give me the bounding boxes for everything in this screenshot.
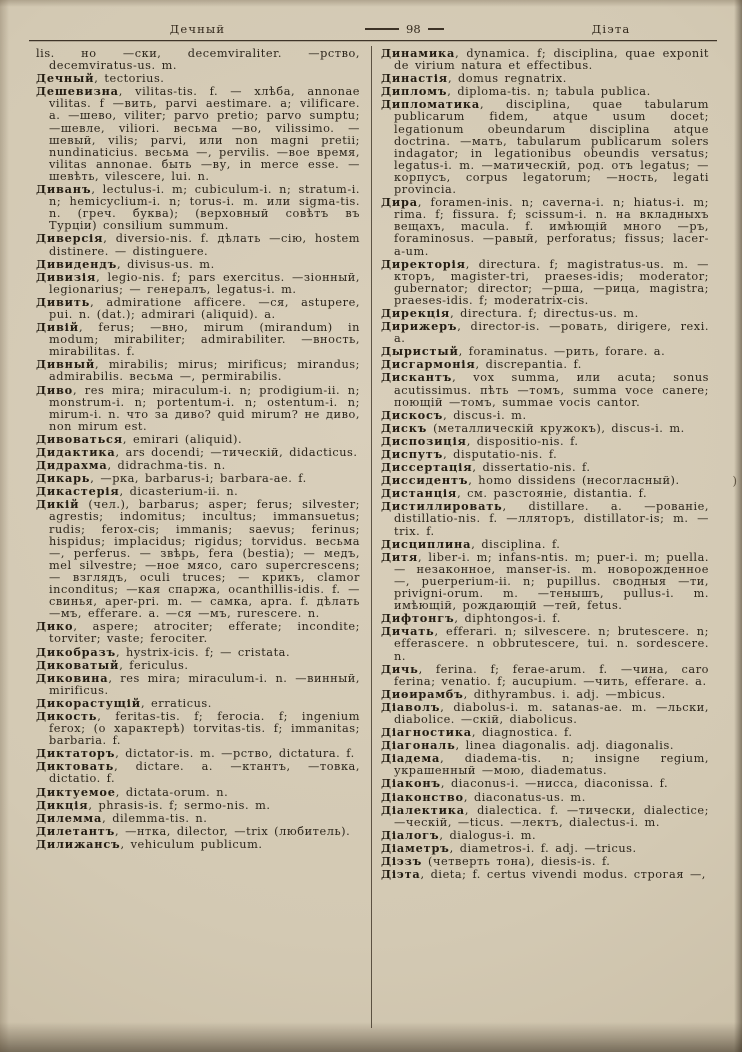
headword: Директорія	[381, 256, 466, 271]
headword: Дипломъ	[381, 84, 448, 99]
headword: Дирижеръ	[381, 319, 458, 334]
entry-text: , diametros-i. f. adj. —tricus.	[449, 841, 637, 855]
headword: Дичать	[381, 624, 435, 639]
entry-text: , feritas-tis. f; ferocia. f; ingenium ferox; (о характерѣ) torvitas-tis. f; immanitas; barbaria. f.	[49, 709, 360, 748]
dictionary-entry	[36, 183, 360, 232]
entry-text: , ferus; —вно, mirum (mirandum) in modum; mirabiliter; admirabiliter. —вность, mirabilitas. f.	[49, 321, 360, 359]
dictionary-entry	[381, 371, 709, 408]
headword: Дитя	[381, 549, 418, 564]
dictionary-entry	[36, 47, 360, 72]
entry-text: , foramen-inis. n; caverna-i. n; hiatus-i. m; rima. f; fissura. f; scissum-i. n. на вкладныхъ вещахъ, macula. f. имѣющій много —ръ, foraminosus. —равый, perforatus; fissus; lacer-a-um.	[394, 196, 709, 258]
entry-text: , res mira; miraculum-i. n. —винный, mirificus.	[49, 671, 360, 697]
page-number-dash-right	[428, 28, 444, 30]
headword: Діадема	[381, 751, 441, 766]
entry-text: , dilemma-tis. n.	[102, 811, 208, 825]
left-column	[36, 47, 360, 1035]
page-number: 98	[406, 22, 421, 36]
entry-text: , diabolus-i. m. satanas-ae. m. —льски, diabolice. —скій, diabolicus.	[394, 700, 709, 726]
entry-text: , phrasis-is. f; sermo-nis. m.	[88, 798, 271, 812]
entry-text: , res mira; miraculum-i. n; prodigium-ii. n; monstrum-i. n; portentum-i. n; ostentum-i. n; mirum-i. n. что за диво? quid mirum? не диво, non mirum est.	[49, 383, 360, 433]
headword: Дивить	[36, 294, 91, 309]
dictionary-entry	[36, 672, 360, 697]
entry-text: , dithyrambus. i. adj. —mbicus.	[463, 687, 666, 701]
headword: Дикорастущій	[36, 695, 141, 710]
headword: Дидактика	[36, 445, 116, 459]
entry-text: , discus-i. m.	[443, 408, 527, 422]
dictionary-entry	[36, 760, 360, 785]
entry-text: , vehiculum publicum.	[120, 837, 263, 851]
dictionary-entry	[36, 620, 360, 645]
headword: Диктуемое	[36, 784, 116, 799]
entry-text: (четверть тона), diesis-is. f.	[422, 855, 611, 868]
headword: Дискъ	[381, 420, 428, 435]
dictionary-entry	[36, 85, 360, 183]
headword: Дискосъ	[381, 407, 444, 422]
dictionary-entry	[36, 710, 360, 747]
headword: Діалектика	[381, 802, 465, 817]
entry-text: , linea diagonalis. adj. diagonalis.	[455, 739, 674, 753]
headword: Дифтонгъ	[381, 611, 455, 626]
entry-text: , efferari. n; silvescere. n; brutescere. n; efferascere. n obbrutescere, tui. n. sordescere. n.	[394, 625, 709, 663]
entry-text: (металлическій кружокъ), discus-i. m.	[427, 421, 685, 435]
entry-text: , diploma-tis. n; tabula publica.	[447, 85, 651, 99]
entry-text: , mirabilis; mirus; mirificus; mirandus; admirabilis. весьма —, permirabilis.	[49, 358, 360, 384]
entry-text: , distillare. a. —рованіе, distillatio-nis. f. —лляторъ, distillator-is; m. —trix. f.	[394, 500, 709, 538]
dictionary-entry	[381, 842, 709, 855]
entry-text: , dialogus-i. m.	[439, 828, 537, 842]
dictionary-entry	[36, 296, 360, 321]
dictionary-entry	[36, 384, 360, 433]
page-header	[30, 21, 716, 37]
dictionary-entry	[381, 98, 709, 196]
dictionary-entry	[381, 663, 709, 688]
entry-text: , homo dissidens (несогласный).	[468, 474, 680, 488]
headword: Дидрахма	[36, 458, 108, 473]
entry-text: , dicasterium-ii. n.	[119, 485, 239, 499]
headword: Дивный	[36, 357, 96, 372]
dictionary-entry	[381, 538, 709, 551]
headword: Диспутъ	[381, 447, 444, 461]
entry-text: lis. но —ски, decemviraliter. —рство, decemviratus-us. m.	[36, 47, 360, 73]
entry-text: , vilitas-tis. f. — хлѣба, annonae vilitas. f —вить, parvi aestimare. a; vilificare. a. —шево, viliter; parvo pretio; parvo sumptu; —шевле, viliori. весьма —во, vilissimo. —шевый, vilis; parvi, или non magni pretii; nundinaticius. весьма —, pervilis. —вое время, vilitas annonae. быть —ву, in merce esse. —шевѣть, vilescere, lui. n.	[49, 85, 360, 183]
headword: Диссертація	[381, 460, 473, 475]
headword: Дико	[36, 619, 74, 634]
dictionary-entry	[381, 701, 709, 726]
entry-text: , foraminatus. —рить, forare. a.	[458, 345, 666, 359]
scan-artifact-mark: )	[732, 474, 737, 488]
entry-text: , dieta; f. certus vivendi modus. строгая —,	[420, 868, 706, 882]
headword: Дивизія	[36, 269, 97, 284]
entry-text: , dictare. a. —ктантъ, —товка, dictatio. f.	[49, 760, 360, 786]
dictionary-entry	[36, 271, 360, 296]
entry-text: , см. разстояніе, distantia. f.	[457, 487, 648, 501]
headword: Диковина	[36, 670, 109, 685]
entry-text: , dispositio-nis. f.	[466, 434, 579, 448]
entry-text: , diaconatus-us. m.	[463, 790, 586, 804]
headword: Дискантъ	[381, 370, 453, 385]
dictionary-entry	[381, 551, 709, 612]
entry-text: , disputatio-nis. f.	[443, 448, 558, 461]
headword: Діагностика	[381, 725, 472, 740]
entry-text: , dictata-orum. n.	[115, 785, 229, 799]
entry-text: , aspere; atrociter; efferate; incondite; torviter; vaste; ferociter.	[49, 620, 360, 646]
dictionary-entry	[381, 409, 709, 422]
dictionary-entry	[381, 258, 709, 307]
headword: Діагональ	[381, 738, 456, 753]
entry-text: , —рка, barbarus-i; barbara-ae. f.	[90, 472, 307, 486]
headword: Діаконъ	[381, 776, 441, 791]
headword: Діаконство	[381, 789, 464, 804]
right-column	[381, 47, 709, 1035]
entry-text: , ars docendi; —тическій, didacticus.	[115, 446, 358, 459]
dictionary-entry	[36, 485, 360, 498]
page-number-block	[365, 22, 444, 36]
headword: Дивій	[36, 320, 79, 335]
dictionary-entry	[36, 232, 360, 257]
headword: Діаволъ	[381, 699, 441, 714]
headword: Диктовать	[36, 759, 115, 774]
entry-text: , directura. f; directus-us. m.	[450, 306, 639, 320]
headword: Диѳирамбъ	[381, 686, 464, 701]
headword: Дыристый	[381, 344, 459, 359]
dictionary-entry	[36, 358, 360, 383]
headword: Дира	[381, 195, 418, 210]
entry-text: , directura. f; magistratus-us. m. —кторъ, magister-tri, praeses-idis; moderator; gubernator; director; —рша, —рица, magistra; praeses-idis. f; moderatrix-cis.	[394, 257, 709, 307]
headword: Діэзъ	[381, 854, 423, 868]
entry-text: , didrachma-tis. n.	[107, 459, 226, 473]
headword: Дилемма	[36, 810, 103, 825]
dictionary-entry	[381, 868, 709, 881]
dictionary-entry	[381, 752, 709, 777]
headword: Диванъ	[36, 182, 92, 197]
headword: Дистанція	[381, 486, 458, 501]
column-divider	[371, 46, 372, 1028]
headword: Діэта	[381, 867, 421, 882]
headword: Дешевизна	[36, 84, 119, 99]
entry-text: , disciplina, quae tabularum publicarum fidem, atque usum docet; legationum obeundarum disciplina atque doctrina. —матъ, tabularum publicarum solers indagator; in legationibus obeundis versatus; legatus-i. m. —матическій, род. отъ legatus; — корпусъ, corpus legatorum; —ность, legati provincia.	[394, 98, 709, 197]
entry-text: , diaconus-i. —нисса, diaconissa. f.	[440, 777, 669, 791]
headword: Діалогъ	[381, 827, 440, 842]
headword: Диктаторъ	[36, 746, 116, 761]
dictionary-entry	[36, 498, 360, 620]
entry-text: , legio-nis. f; pars exercitus. —зіонный, legionarius; — генералъ, legatus-i. m.	[49, 270, 360, 296]
dictionary-entry	[381, 804, 709, 829]
headword: Дилижансъ	[36, 836, 121, 851]
entry-text: , lectulus-i. m; cubiculum-i. n; stratum-i. n; hemicyclium-i. n; torus-i. m. или sigma-tis. n. (греч. буква); (верховный совѣтъ въ Турціи) consilium summum.	[49, 183, 360, 233]
entry-text: , vox summa, или acuta; sonus acutissimus. пѣть —томъ, summa voce canere; поющій —томъ, summae vocis cantor.	[394, 371, 709, 409]
entry-text: , dissertatio-nis. f.	[472, 461, 591, 475]
entry-text: , dialectica. f. —тически, dialectice; —ческій, —ticus. —лектъ, dialectus-i. m.	[394, 803, 709, 829]
headword: Дикобразъ	[36, 644, 116, 659]
headword: Диверсія	[36, 231, 104, 246]
page-number-dash-left	[365, 28, 399, 30]
headword: Дикость	[36, 708, 98, 723]
dictionary-entry	[36, 838, 360, 851]
entry-text: , divisus-us. m.	[117, 257, 215, 271]
headword: Дечный	[36, 71, 95, 86]
dictionary-entry	[381, 625, 709, 662]
headword: Дикій	[36, 497, 80, 512]
headword: Диссидентъ	[381, 473, 469, 488]
headword: Дикарь	[36, 471, 91, 486]
entry-text: , domus regnatrix.	[447, 72, 567, 86]
headword: Дивидендъ	[36, 256, 118, 271]
entry-text: , disciplina. f.	[471, 537, 561, 551]
entry-text: , emirari (aliquid).	[122, 432, 243, 446]
entry-text: , —нтка, dilector, —trix (любитель).	[115, 824, 351, 838]
headword: Династія	[381, 71, 448, 86]
headword: Диво	[36, 382, 74, 397]
headword: Діаметръ	[381, 840, 450, 855]
guide-word-right: Діэта	[591, 22, 631, 36]
dictionary-entry	[36, 321, 360, 358]
entry-text: , diadema-tis. n; insigne regium, украшенный —мою, diadematus.	[394, 752, 709, 778]
header-rule	[29, 40, 717, 41]
entry-text: , admiratione afficere. —ся, astupere, pui. n. (dat.); admirari (aliquid). a.	[49, 295, 360, 321]
entry-text: , director-is. —ровать, dirigere, rexi. a.	[394, 320, 709, 346]
entry-text: , diversio-nis. f. дѣлать —сію, hostem distinere. — distinguere.	[49, 232, 360, 258]
headword: Дисциплина	[381, 536, 472, 551]
headword: Дикція	[36, 797, 89, 812]
headword: Дивоваться	[36, 431, 123, 446]
headword: Диковатый	[36, 657, 120, 672]
headword: Динамика	[381, 47, 456, 60]
guide-word-left: Дечный	[169, 22, 226, 36]
entry-text: (чел.), barbarus; asper; ferus; silvester; agrestis; indomitus; incultus; immansuetus; rudis; ferox-cis; immanis; saevus; ferinus; hispidus; implacidus; rigidus; torvidus. весьма —, perferus. — звѣрь, fera (bestia); — медъ, mel silvestre; —ное мясо, caro supercrescens; — взглядъ, oculi truces; — крикъ, clamor inconditus; —кая спаржа, ocanthillis-idis. f. — свинья, aper-pri. m. — самка, apra. f. дѣлать —мъ, efferare. a. —ся —мъ, rurescere. n.	[49, 498, 360, 621]
headword: Дичь	[381, 661, 419, 676]
headword: Дистиллировать	[381, 499, 503, 514]
headword: Дикастерія	[36, 484, 120, 499]
headword: Дисгармонія	[381, 357, 476, 372]
entry-text: , dynamica. f; disciplina, quae exponit de virium natura et effectibus.	[394, 47, 709, 73]
entry-text: , ferina. f; ferae-arum. f. —чина, caro ferina; venatio. f; aucupium. —чить, efferare. a.	[394, 662, 709, 688]
dictionary-entry	[381, 196, 709, 257]
entry-text: , hystrix-icis. f; — cristata.	[115, 645, 291, 659]
entry-text: , diphtongos-i. f.	[454, 612, 561, 626]
entry-text: , dictator-is. m. —рство, dictatura. f.	[115, 747, 355, 761]
dictionary-entry	[381, 855, 709, 868]
headword: Дирекція	[381, 305, 451, 320]
entry-text: , erraticus.	[140, 696, 212, 710]
entry-text: , diagnostica. f.	[471, 726, 573, 740]
dictionary-entry	[381, 320, 709, 345]
entry-text: , tectorius.	[94, 72, 165, 86]
dictionary-entry	[381, 47, 709, 72]
entry-text: , fericulus.	[119, 658, 189, 672]
dictionary-entry	[381, 500, 709, 537]
headword: Диспозиція	[381, 433, 467, 448]
entry-text: , liber-i. m; infans-ntis. m; puer-i. m; puella. — незаконное, manser-is. m. новорожденное —, puerperium-ii. n; pupillus. сводныя —ти, privigni-orum. m. —тенышъ, pullus-i. m. имѣющій, рождающій —тей, fetus.	[394, 550, 709, 613]
headword: Дипломатика	[381, 97, 480, 112]
headword: Дилетантъ	[36, 823, 116, 838]
entry-text: , discrepantia. f.	[475, 358, 582, 372]
